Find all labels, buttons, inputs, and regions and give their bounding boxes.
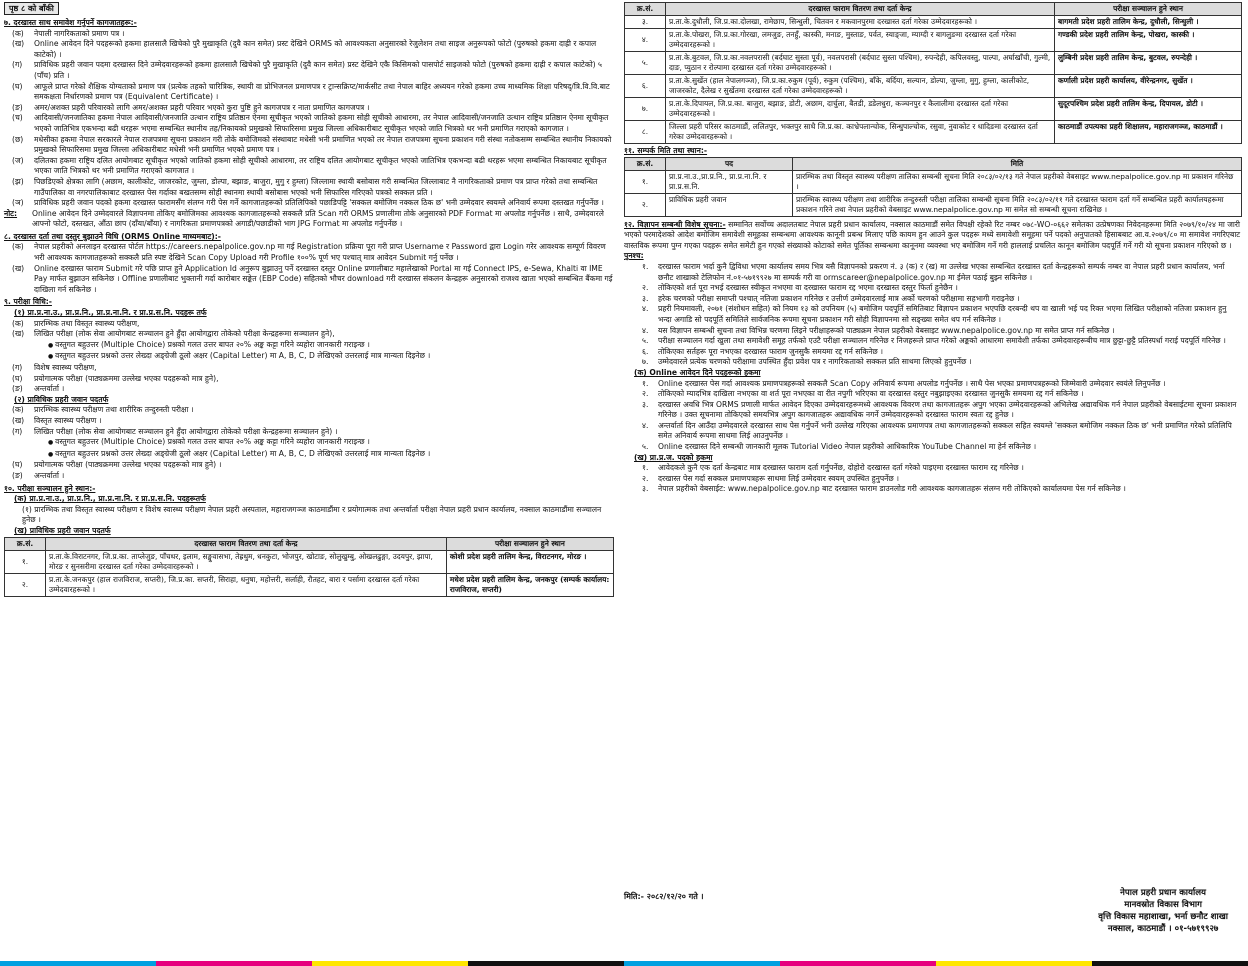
section-8-list <box>4 242 614 295</box>
list-item <box>12 242 614 263</box>
item-text: दरखास्त अवधि भित्र ORMS प्रणाली मार्फत आवेदन दिएका उम्मेदवारहरूमध्ये आवश्यक विवरण तथा कागजातहरू अपुग भएका उम्मेदवारहरूको अभिलेख अद्यावधिक गर्न नेपाल प्रहरीको वेबसाईटमा सूचना प्रकाशन गरिनेछ । उक्त सूचनामा तोकिएको समयभित्र अपुग कागजातहरू अद्यावधिक नगर्ने उम्मेदवारहरूको दरखास्त फाराम स्वतः रद्द हुनेछ । <box>658 399 1237 420</box>
item-label: (क) <box>12 28 24 38</box>
table-row <box>625 193 1242 216</box>
section-9-sub1-list2 <box>4 363 614 395</box>
column-header: परीक्षा सञ्चालन हुने स्थान <box>446 537 613 550</box>
exam-centre-table-left <box>4 537 614 597</box>
list-item <box>12 374 614 385</box>
section-12-intro: सम्मानित सर्वोच्च अदालतबाट नेपाल प्रहरी प्रधान कार्यालय, नक्साल काठमाडौं समेत विपक्षी रहेको रिट नम्बर ०७८-WO-०६६२ समेतका उत्प्रेषणका निवेदनहरूमा मिति २०७९/१०/२४ मा जारी भएको परमादेशको आदेश बमोजिम समावेशी समूहका सम्बन्धमा आवश्यक कानूनी प्रबन्ध मिलाए पछि कायम हुन आउने कुल पदहरू मध्ये समावेशी समूहमा पर्ने पदको अनुपातको हिसाबबाट आ.व.२०७९/८० मा समावेश नगरिएबाट वास्तविक रूपमा पुग्न गएका पदहरू समेत समेटी हुन गएको संख्याको कोटाको समेत पूर्तिका सम्बन्धमा कानूनमा व्यवस्था भए बमोजिम गर्ने गरी हाललाई प्रचलित कानून बमोजिम पदपूर्ति गर्ने गरी यो सूचना प्रकाशन गरिएको छ । <box>624 219 1241 250</box>
item-text: प्राविधिक प्रहरी जवान पदमा दरखास्त दिने उम्मेदवारहरूको हकमा हालसालै खिचेको पुरै मुखाकृति (दुवै कान समेत) प्रस्ट देखिने एकै किसिमको पासपोर्ट साइजको फोटो (पुरुषको हकमा दाह्री र कपाल काटेको) ५ (पाँच) प्रति । <box>34 60 602 80</box>
table-header-row <box>5 537 614 550</box>
column-header: परीक्षा सञ्चालन हुने स्थान <box>1055 3 1242 16</box>
section-12-heading: १२. विज्ञापन सम्बन्धी विशेष सूचना:- <box>624 219 726 229</box>
note-block <box>4 209 614 230</box>
color-swatch <box>468 961 624 966</box>
item-label: १. <box>642 261 649 271</box>
column-header: क्र.सं. <box>625 3 666 16</box>
item-text: अन्तर्वार्ता दिन आउँदा उम्मेदवारले दरखास्त साथ पेस गर्नुपर्ने भनी उल्लेख गरिएका आवश्यक प्रमाणपत्र तथा कागजातहरूको सक्कल सहित स्वयम्ले 'सक्कल बमोजिम नक्कल ठिक छ' भनी प्रमाणित गरेको प्रतिलिपि समेत अनिवार्य रूपमा साथमा लिई आउनुपर्नेछ । <box>658 420 1232 441</box>
table-cell: प्र.ता.के.बुटवल, जि.प्र.का.नवलपरासी (बर्दघाट सुस्ता पूर्व), नवलपरासी (बर्दघाट सुस्ता पश्चिम), रुपन्देही, कपिलवस्तु, पाल्पा, अर्घाखाँची, गुल्मी, दाङ, प्युठान र रोल्पामा दरखास्त दर्ता गरेका उम्मेदवारहरूको । <box>666 52 1055 75</box>
list-item <box>642 389 1242 400</box>
table-cell: सुदूरपश्चिम प्रदेश प्रहरी तालिम केन्द्र, दिपायल, डोटी । <box>1055 98 1242 121</box>
list-item <box>642 294 1242 305</box>
table-cell: बागमती प्रदेश प्रहरी तालिम केन्द्र, दुधौली, सिन्धुली । <box>1055 16 1242 29</box>
list-item <box>12 471 614 482</box>
item-text: आफूले प्राप्त गरेको शैक्षिक योग्यताको प्रमाण पत्र (प्रत्येक तहको चारित्रिक, स्थायी वा प्रोभिजनल प्रमाणपत्र र ट्रान्सक्रिप्ट/मार्कसीट तथा नेपाल बाहिर अध्ययन गरेको हकमा उच्च माध्यमिक शिक्षा परिषद्/त्रि.वि.वि.बाट समकक्षता निर्धारणको प्रमाण पत्र (Equivalent Certificate) । <box>34 81 610 102</box>
contact-date-table <box>624 157 1242 217</box>
list-item <box>642 262 1242 283</box>
table-cell: प्रा.प्र.ना.उ.,प्रा.प्र.नि., प्रा.प्र.ना.नि. र प्रा.प्र.स.नि. <box>666 170 793 193</box>
item-label: (ख) <box>12 329 25 339</box>
notice-page <box>4 2 1244 960</box>
list-item <box>12 60 614 81</box>
item-text: प्रयोगात्मक परीक्षा (पाठ्यक्रममा उल्लेख भएका पदहरूको मात्र हुने), <box>34 373 219 383</box>
item-label: ४. <box>642 325 649 335</box>
item-label: (झ) <box>12 176 24 186</box>
item-label: (ख) <box>12 263 25 273</box>
column-header: क्र.सं. <box>625 157 666 170</box>
color-swatch <box>0 961 156 966</box>
section-10-heading: १०. परीक्षा सञ्चालन हुने स्थान:- <box>4 483 96 493</box>
item-label: ३. <box>642 484 649 494</box>
item-text: मधेसीका हकमा नेपाल सरकारले नेपाल राजपत्रमा सूचना प्रकाशन गरी तोके बमोजिमको संस्थाबाट मधेसी भनी प्रमाणित भएको तर नेपाल राजपत्रमा सूचना प्रकाशन गरी संस्था नतोकसम्म सम्बन्धित स्थानीय निकायको प्रमुखको सिफारिसमा प्रमुख जिल्ला अधिकारीबाट मधेसी भनी प्रमाणित भएको प्रमाण पत्र । <box>34 134 612 155</box>
item-label: ३. <box>642 293 649 303</box>
table-row <box>625 98 1242 121</box>
note-label: नोट: <box>4 208 18 218</box>
signature-line: मानवस्रोत विकास विभाग <box>1124 900 1202 910</box>
list-item <box>642 336 1242 347</box>
table-cell: ३. <box>625 16 666 29</box>
item-text: उम्मेदवारले प्रत्येक चरणको परीक्षामा उपस्थित हुँदा प्रवेश पत्र र नागरिकताको सक्कल प्रति साथमा लिएको हुनुपर्नेछ । <box>658 357 972 367</box>
item-text: लिखित परीक्षा (लोक सेवा आयोगबाट सञ्चालन हुने हुँदा आयोगद्वारा तोकेको परीक्षा केन्द्रहरूमा सञ्चालन हुने) । <box>34 426 338 436</box>
exam-centre-table-right <box>624 2 1242 144</box>
print-color-bar <box>0 961 1248 966</box>
item-text: Online दरखास्त फाराम Submit गरे पछि प्राप्त हुने Application Id अनुरूप बुझाउनु पर्ने दरखास्त दस्तुर Online प्रणालीबाट महालेखाको Portal मा गई Connect IPS, e-Sewa, Khalti वा IME Pay मार्फत बुझाउन सकिनेछ । Offline प्रणालीबाट भुक्तानी गर्दा कारोबार सङ्केत (EBP Code) सहितको भौचर download गरी दरखास्त संकलन केन्द्रहरू अनुसारको राजश्व खाता भएको सम्बन्धित बैंकमा गई दाखिला गर्न सकिनेछ । <box>34 263 613 294</box>
column-header: पद <box>666 157 793 170</box>
item-label: (ञ) <box>12 198 24 208</box>
color-swatch <box>312 961 468 966</box>
item-text: यस विज्ञापन सम्बन्धी सूचना तथा विभिन्न चरणमा लिइने परीक्षाहरूको पाठ्यक्रम नेपाल प्रहरीको वेबसाइट www.nepalpolice.gov.np मा समेत प्राप्त गर्न सकिनेछ । <box>658 325 1115 335</box>
table-cell: ४. <box>625 29 666 52</box>
item-label: (ङ) <box>12 470 23 480</box>
item-text: हरेक चरणको परीक्षा समाप्ती पश्चात् नतिजा प्रकाशन गरिनेछ र उत्तीर्ण उम्मेदवारलाई मात्र अर्को चरणको परीक्षामा सहभागी गराइनेछ । <box>658 293 1020 303</box>
section-7-heading: ७. दरखास्त साथ समावेश गर्नुपर्ने कागजातहरू:- <box>4 18 137 27</box>
page-continuation-tab: पृष्ठ ८ को बाँकी <box>4 2 59 15</box>
table-cell: १. <box>625 170 666 193</box>
table-cell: २. <box>5 573 46 596</box>
item-text: विशेष स्वास्थ्य परीक्षण, <box>34 363 97 372</box>
item-text: प्रारम्भिक तथा विस्तृत स्वास्थ्य परीक्षण, <box>34 318 140 328</box>
column-header: दरखास्त फाराम वितरण तथा दर्ता केन्द्र <box>46 537 447 550</box>
table-cell: प्र.ता.के.पोखरा, जि.प्र.का.गोरखा, लमजुङ, तनहुँ, कास्की, मनाङ, मुस्ताङ, पर्वत, स्याङ्जा, म्याग्दी र बागलुङमा दरखास्त दर्ता गरेका उम्मेदवारहरूको । <box>666 29 1055 52</box>
item-text: Online आवेदन दिने पदहरूको हकमा हालसालै खिचेको पुरै मुखाकृति (दुवै कान समेत) प्रस्ट देखिने ORMS को आवश्यकता अनुसारको रेजुलेशन तथा साइज अनुरूपको फोटो (पुरुषको हकमा दाह्री र कपाल काटेको) । <box>34 39 597 59</box>
item-label: २. <box>642 389 649 399</box>
color-swatch <box>624 961 780 966</box>
item-label: ४. <box>642 304 649 314</box>
item-text: आदिवासी/जनजातिका हकमा नेपाल आदिवासी/जनजाति उत्थान राष्ट्रिय प्रतिष्ठान ऐनमा सूचीकृत भएको जातिको हकमा सोही सूचीको आधारमा, तर नेपाल आदिवासी/जनजाति उत्थान राष्ट्रिय प्रतिष्ठान ऐनमा सूचीकृत भएको जातिभित्र एकभन्दा बढी थरहरू भएमा सम्बन्धित स्थानीय तह/निकायको प्रमुखको सिफारिसमा प्रमुख जिल्ला अधिकारीबाट सूचीकृत भएको जाति भित्रको थर भनी प्रमाणित गराएको कागजात । <box>34 113 609 133</box>
section-9-sub1-list <box>4 319 614 340</box>
list-item <box>12 427 614 438</box>
section-9-sub1: (१) प्रा.प्र.ना.उ., प्रा.प्र.नि., प्रा.प्र.ना.नि. र प्रा.प्र.स.नि. पदहरू तर्फ <box>14 308 207 318</box>
right-column <box>624 2 1242 934</box>
online-list <box>624 379 1242 453</box>
item-label: १. <box>642 378 649 388</box>
item-label: (ग) <box>12 363 23 372</box>
list-item <box>642 379 1242 390</box>
list-item <box>642 463 1242 474</box>
table-cell: २. <box>625 193 666 216</box>
section-9-sub2-list2 <box>4 460 614 481</box>
table-row <box>625 52 1242 75</box>
section-9-sub2-list <box>4 405 614 437</box>
item-label: (ख) <box>12 39 25 49</box>
table-cell: १. <box>5 550 46 573</box>
item-label: ५. <box>642 442 649 452</box>
list-item <box>642 400 1242 421</box>
section-9-sub2: (२) प्राविधिक प्रहरी जवान पदतर्फ <box>14 394 109 404</box>
list-item <box>642 326 1242 337</box>
item-label: ३. <box>642 399 649 409</box>
item-label: (घ) <box>12 81 23 91</box>
table-cell: प्र.ता.के.सुर्खेत (हाल नेपालगञ्ज), जि.प्र.का.रुकुम (पूर्व), रुकुम (पश्चिम), बाँके, बर्दिया, सल्यान, डोल्पा, जुम्ला, मुगु, हुम्ला, कालीकोट, जाजरकोट, दैलेख र सुर्खेतमा दरखास्त दर्ता गरेका उम्मेदवारहरूको । <box>666 75 1055 98</box>
item-text: प्रहरी नियमावली, २०७१ (संशोधन सहित) को नियम १३ को उपनियम (५) बमोजिम पदपूर्ति समितिबाट विज्ञापन प्रकाशन भएपछि दरबन्दी थप वा खाली भई पद रिक्त भएमा लिखित परीक्षाको नतिजा प्रकाशन हुनु भन्दा अगाडि सो पदपूर्ति समितिले सार्वजनिक रूपमा सूचना प्रकाशन गरी सोही विज्ञापनमा सो सङ्ख्या समेत थप गर्न सकिनेछ । <box>658 304 1227 324</box>
table-row <box>625 29 1242 52</box>
item-text: अमर/अशक्त प्रहरी परिवारको लागि अमर/अशक्त प्रहरी परिवार भएको कुरा पुष्टि हुने कागजपत्र र नाता प्रमाणित कागजपत्र । <box>34 102 370 112</box>
item-text: नेपाली नागरिकताको प्रमाण पत्र । <box>34 28 125 38</box>
item-label: २. <box>642 283 649 293</box>
item-text: लिखित परीक्षा (लोक सेवा आयोगबाट सञ्चालन हुने हुँदा आयोगद्वारा तोकेको परीक्षा केन्द्रहरूमा सञ्चालन हुने), <box>34 329 335 339</box>
list-item <box>642 357 1242 368</box>
list-item <box>12 113 614 134</box>
list-item <box>12 29 614 40</box>
pj-list <box>624 463 1242 495</box>
list-item <box>12 460 614 471</box>
item-label: (क) <box>12 318 24 328</box>
item-label: २. <box>642 473 649 483</box>
table-cell: ७. <box>625 98 666 121</box>
special-notice-list <box>624 262 1242 368</box>
color-swatch <box>936 961 1092 966</box>
signature-line: नेपाल प्रहरी प्रधान कार्यालय <box>1120 888 1207 898</box>
table-cell: गण्डकी प्रदेश प्रहरी तालिम केन्द्र, पोखरा, कास्की । <box>1055 29 1242 52</box>
section-7-list <box>4 29 614 209</box>
table-row <box>625 75 1242 98</box>
item-label: १. <box>642 463 649 473</box>
item-text: तोकिएका सर्तहरू पूरा नभएका दरखास्त फाराम जुनसुकै समयमा रद्द गर्न सकिनेछ । <box>658 346 884 356</box>
table-cell: प्र.ता.के.दिपायल, जि.प्र.का. बाजुरा, बझाङ, डोटी, अछाम, दार्चुला, बैतडी, डडेलधुरा, कञ्चनपुर र कैलालीमा दरखास्त दर्ता गरेका उम्मेदवारहरूको । <box>666 98 1055 121</box>
color-swatch <box>156 961 312 966</box>
table-cell: प्र.ता.के.विराटनगर, जि.प्र.का. ताप्लेजुङ, पाँचथर, इलाम, सङ्खुवासभा, तेह्रथुम, धनकुटा, भोजपुर, खोटाङ, सोलुखुम्बु, ओखलढुङ्गा, उदयपुर, झापा, मोरङ र सुनसरीमा दरखास्त दर्ता गरेका उम्मेदवारहरूको । <box>46 550 447 573</box>
item-text: अन्तर्वार्ता । <box>34 470 65 480</box>
list-item <box>12 39 614 60</box>
table-body <box>625 16 1242 144</box>
item-text: अन्तर्वार्ता । <box>34 384 65 394</box>
table-header-row <box>625 157 1242 170</box>
table-cell: प्राविधिक प्रहरी जवान <box>666 193 793 216</box>
pj-heading: (ख) प्रा.प्र.ज. पदको हकमा <box>634 452 713 462</box>
item-text: Online दरखास्त पेस गर्दा आवश्यक प्रमाणपत्रहरूको सक्कलै Scan Copy अनिवार्य रूपमा अपलोड गर्नुपर्नेछ । साथै पेस भएका प्रमाणपत्रहरूको जिम्मेवारी उम्मेदवार स्वयंले लिनुपर्नेछ । <box>658 378 1166 388</box>
column-header: क्र.सं. <box>5 537 46 550</box>
column-header: दरखास्त फाराम वितरण तथा दर्ता केन्द्र <box>666 3 1055 16</box>
item-text: तोकिएको म्यादभित्र दाखिला नभएका वा शर्त पूरा नभएका वा रीत नपुगी भरिएका वा दरखास्त दस्तुर नबुझाइएका दरखास्त जुनसुकै समयमा रद्द गर्न सकिनेछ । <box>658 389 1084 399</box>
item-text: विस्तृत स्वास्थ्य परीक्षण । <box>34 415 102 425</box>
table-row <box>625 16 1242 29</box>
item-text: परीक्षा सञ्चालन गर्दा खुला तथा समावेशी समूह तर्फको एउटै परीक्षा सञ्चालन गरिनेछ र निजहरूले प्राप्त गरेको अङ्कको आधारमा समावेशी तर्फका उम्मेदवारहरूबीच मात्र छुट्टा-छुट्टै प्रतिस्पर्धा गराई पदपूर्ति गरिनेछ । <box>658 336 1226 346</box>
item-text: प्रयोगात्मक परीक्षा (पाठ्यक्रममा उल्लेख भएका पदहरूको मात्र हुने) । <box>34 460 222 470</box>
punashcha-label: पुनश्च: <box>624 251 644 261</box>
bullet-item: ● वस्तुगत बहुउत्तर (Multiple Choice) प्रश्नको गलत उत्तर बापत २०% अङ्क कट्टा गरिने व्यहोरा जानकारी गराइन्छ । <box>48 437 614 449</box>
item-text: नेपाल प्रहरीको वेबसाईट: www.nepalpolice.gov.np बाट दरखास्त फाराम डाउनलोड गरी आवश्यक कागजातहरू संलग्न गरी तोकिएको कार्यालयमा पेस गर्न सकिनेछ । <box>658 484 1126 494</box>
section-9-heading: ९. परीक्षा विधि:- <box>4 297 52 307</box>
list-item <box>12 319 614 330</box>
table-cell: प्र.ता.के.दुधौली, जि.प्र.का.दोलखा, रामेछाप, सिन्धुली, चितवन र मकवानपुरमा दरखास्त दर्ता गरेका उम्मेदवारहरूको । <box>666 16 1055 29</box>
list-item <box>12 177 614 198</box>
item-text: प्रारम्भिक स्वास्थ्य परीक्षण तथा शारीरिक तन्दुरुस्ती परीक्षा । <box>34 405 194 415</box>
bullet-item: ● वस्तुगत बहुउत्तर प्रश्नको उत्तर लेख्दा अङ्ग्रेजी ठूलो अक्षर (Capital Letter) मा A, B, C, D लेखिएको उत्तरलाई मात्र मान्यता दिइनेछ । <box>48 351 614 363</box>
table-body <box>625 170 1242 216</box>
section-10-sub-k-text: (१) प्रारम्भिक तथा विस्तृत स्वास्थ्य परीक्षण र विशेष स्वास्थ्य परीक्षण नेपाल प्रहरी अस्पताल, महाराजगञ्ज काठमाडौंमा र प्रयोगात्मक तथा अन्तर्वार्ता परीक्षा नेपाल प्रहरी प्रधान कार्यालय, नक्साल काठमाडौंमा सञ्चालन हुनेछ । <box>22 504 602 525</box>
section-8-heading: ८. दरखास्त दर्ता तथा दस्तुर बुझाउने विधि (ORMS Online माध्यमबाट):- <box>4 231 221 241</box>
table-cell: कर्णाली प्रदेश प्रहरी कार्यालय, वीरेन्द्रनगर, सुर्खेत । <box>1055 75 1242 98</box>
table-cell: प्रारम्भिक तथा विस्तृत स्वास्थ्य परीक्षण तालिका सम्बन्धी सूचना मिति २०८३/०२/१३ गते नेपाल प्रहरीको वेबसाइट www.nepalpolice.gov.np मा प्रकाशन गरिनेछ । <box>793 170 1242 193</box>
item-label: (ज) <box>12 155 24 165</box>
notice-date: मिति:- २०८२/१२/२० गते । <box>624 892 704 901</box>
list-item <box>12 329 614 340</box>
item-label: ७. <box>642 357 649 367</box>
item-label: (ङ) <box>12 102 23 112</box>
item-label: ४. <box>642 420 649 430</box>
item-text: दलितका हकमा राष्ट्रिय दलित आयोगबाट सूचीकृत भएको जातिको हकमा सोही सूचीको आधारमा, तर राष्ट्रिय दलित आयोगबाट सूचीकृत भएको जातिभित्र एकभन्दा बढी थरहरू भएमा सम्बन्धित निकायबाट सूचीकृत भएका जाति भित्रको थर भनी प्रमाणित गराएको कागजात । <box>34 155 607 176</box>
section-11-heading: ११. सम्पर्क मिति तथा स्थान:- <box>624 146 708 155</box>
list-item <box>12 103 614 114</box>
table-cell: लुम्बिनी प्रदेश प्रहरी तालिम केन्द्र, बुटवल, रुपन्देही । <box>1055 52 1242 75</box>
item-text: दरखास्त फाराम भर्दा कुनै द्विविधा भएमा कार्यालय समय भित्र यसै विज्ञापनको प्रकरण नं. ३ (क) र (ख) मा उल्लेख भएका सम्बन्धित दरखास्त दर्ता केन्द्रहरूको सम्पर्क नम्बर वा नेपाल प्रहरी प्रधान कार्यालय, भर्ना छनौट शाखाको टेलिफोन नं.०१-५७१९९२७ मा सम्पर्क गरी वा ormscareer@nepalpolice.gov.np मा ईमेल पठाई बुझ्न सकिनेछ । <box>658 261 1225 282</box>
table-row <box>625 121 1242 144</box>
bullet-item: ● वस्तुगत बहुउत्तर (Multiple Choice) प्रश्नको गलत उत्तर बापत २०% अङ्क कट्टा गरिने व्यहोरा जानकारी गराइन्छ । <box>48 340 614 352</box>
item-text: पिछडिएको क्षेत्रका लागि (अछाम, कालीकोट, जाजरकोट, जुम्ला, डोल्पा, बझाङ, बाजुरा, मुगु र हुम्ला) जिल्लामा स्थायी बसोबास गरी सम्बन्धित जिल्लाबाट नै नागरिकताको प्रमाण पत्र प्राप्त गरेको तथा सम्बन्धित गाउँपालिका वा नगरपालिकाबाट दरखास्त पेस गर्दाका बखतसम्म सोही स्थानमा स्थायी बसोबास भएको भनी सिफारिस गरिएको पत्रको सक्कल प्रति । <box>34 176 598 197</box>
item-label: ६. <box>642 346 649 356</box>
table-cell: प्रारम्भिक स्वास्थ्य परीक्षण तथा शारीरिक तन्दुरुस्ती परीक्षा तालिका सम्बन्धी सूचना मिति २०८३/०२/११ गते दरखास्त फाराम दर्ता गर्ने सम्बन्धित प्रहरी कार्यालयहरूमा प्रकाशन गरिने तथा नेपाल प्रहरीको वेबसाइट www.nepalpolice.gov.np मा समेत सो सम्बन्धी सूचना राखिनेछ । <box>793 193 1242 216</box>
list-item <box>12 264 614 296</box>
item-label: (क) <box>12 242 24 252</box>
list-item <box>12 82 614 103</box>
item-label: (ग) <box>12 426 23 436</box>
section-10-sub-kh: (ख) प्राविधिक प्रहरी जवान पदतर्फ <box>14 525 111 535</box>
list-item <box>642 421 1242 442</box>
list-item <box>12 135 614 156</box>
list-item <box>642 304 1242 325</box>
item-label: (ग) <box>12 60 23 70</box>
list-item <box>642 442 1242 453</box>
color-swatch <box>1092 961 1248 966</box>
list-item <box>12 416 614 427</box>
list-item <box>642 283 1242 294</box>
section-9-sub1-bullets <box>4 340 614 363</box>
signature-line: नक्साल, काठमाडौं । ०१-५७१९९२७ <box>1107 924 1219 934</box>
item-label: (क) <box>12 405 24 415</box>
table-cell: ६. <box>625 75 666 98</box>
table-cell: जिल्ला प्रहरी परिसर काठमाडौं, ललितपुर, भक्तपुर साथै जि.प्र.का. काभ्रेपलान्चोक, सिन्धुपाल्चोक, रसुवा, नुवाकोट र धादिङमा दरखास्त दर्ता गरेका उम्मेदवारहरूको । <box>666 121 1055 144</box>
list-item <box>642 347 1242 358</box>
table-row <box>625 170 1242 193</box>
color-swatch <box>780 961 936 966</box>
signature-block <box>1098 887 1228 935</box>
section-9-sub2-bullets <box>4 437 614 460</box>
section-12-block <box>624 220 1242 252</box>
table-cell: ५. <box>625 52 666 75</box>
item-text: आवेदकले कुनै एक दर्ता केन्द्रबाट मात्र दरखास्त फाराम दर्ता गर्नुपर्नेछ, दोहोरो दरखास्त दर्ता गरेको पाइएमा दरखास्त फाराम रद्द गरिनेछ । <box>658 463 1024 473</box>
item-label: ५. <box>642 336 649 346</box>
item-label: (ख) <box>12 415 25 425</box>
item-label: (ङ) <box>12 384 23 394</box>
section-10-sub-k: (क) प्रा.प्र.ना.उ., प्रा.प्र.नि., प्रा.प्र.ना.नि. र प्रा.प्र.स.नि. पदहरूतर्फ <box>14 494 206 504</box>
table-cell: ८. <box>625 121 666 144</box>
table-body <box>5 550 614 596</box>
list-item <box>12 384 614 395</box>
list-item <box>642 484 1242 495</box>
online-heading: (क) Online आवेदन दिने पदहरूको हकमा <box>634 367 761 377</box>
item-text: नेपाल प्रहरीको अनलाइन दरखास्त पोर्टल https://careers.nepalpolice.gov.np मा गई Registration प्रक्रिया पूरा गरी प्राप्त Username र Password द्वारा Login गरेर आवश्यक सम्पूर्ण विवरण भरी आवश्यक कागजातहरूको सक्कलै प्रति स्पष्ट देखिने Scan Copy Upload गरी Profile १००% पूर्ण भए पश्चात् मात्र आवेदन Submit गर्नु पर्नेछ । <box>34 242 606 263</box>
item-label: (घ) <box>12 460 23 470</box>
signature-line: वृत्ति विकास महाशाखा, भर्ना छनौट शाखा <box>1098 912 1228 922</box>
item-label: (घ) <box>12 373 23 383</box>
table-cell: प्र.ता.के.जनकपुर (हाल राजविराज, सप्तरी), जि.प्र.का. सप्तरी, सिराहा, धनुषा, महोत्तरी, सर्लाही, रौतहट, बारा र पर्सामा दरखास्त दर्ता गरेका उम्मेदवारहरूको । <box>46 573 447 596</box>
item-label: (छ) <box>12 134 24 144</box>
table-cell: मधेश प्रदेश प्रहरी तालिम केन्द्र, जनकपुर (सम्पर्क कार्यालय: राजविराज, सप्तरी) <box>446 573 613 596</box>
item-text: तोकिएको शर्त पूरा नभई दरखास्त स्वीकृत नभएमा वा दरखास्त फाराम रद्द भएमा दरखास्त दस्तुर फिर्ता हुनेछैन । <box>658 283 958 293</box>
item-text: दरखास्त पेस गर्दा सक्कल प्रमाणपत्रहरू साथमा लिई उम्मेदवार स्वयम् उपस्थित हुनुपर्नेछ । <box>658 473 900 483</box>
column-header: मिति <box>793 157 1242 170</box>
left-column <box>4 2 614 597</box>
item-text: प्राविधिक प्रहरी जवान पदको हकमा दरखास्त फारामसँग संलग्न गरी पेस गर्ने कागजातहरूको प्रतिलिपिको पछाडिपट्टि 'सक्कल बमोजिम नक्कल ठिक छ' भनी उम्मेदवार स्वयम्ले अनिवार्य रूपमा दस्तखत गर्नुपर्नेछ । <box>34 198 604 208</box>
item-label: (च) <box>12 113 23 123</box>
list-item <box>12 198 614 209</box>
table-row <box>5 573 614 596</box>
item-text: Online दरखास्त दिने सम्बन्धी जानकारी मूलक Tutorial Video नेपाल प्रहरीको आधिकारिक YouTube Channel मा हेर्न सकिनेछ । <box>658 442 1037 452</box>
list-item <box>12 363 614 374</box>
bullet-item: ● वस्तुगत बहुउत्तर प्रश्नको उत्तर लेख्दा अङ्ग्रेजी ठूलो अक्षर (Capital Letter) मा A, B, C, D लेखिएको उत्तरलाई मात्र मान्यता दिइनेछ । <box>48 449 614 461</box>
note-text: Online आवेदन दिने उम्मेदवारले विज्ञापनमा तोकिए बमोजिमका आवश्यक कागजातहरूको सक्कलै प्रति Scan गरी ORMS प्रणालीमा तोके अनुसारको PDF Format मा अपलोड गर्नुपर्नेछ । साथै, उम्मेदवारले आफ्नो फोटो, दस्तखत, औंठा छाप (दाँया/बाँया) र नागरिकता प्रमाणपत्रको अगाडी/पछाडीको भाग JPG Format मा अपलोड गर्नुपर्नेछ । <box>32 208 604 229</box>
table-cell: काठमाडौं उपत्यका प्रहरी शिक्षालय, महाराजगञ्ज, काठमाडौं । <box>1055 121 1242 144</box>
list-item <box>12 156 614 177</box>
table-cell: कोशी प्रदेश प्रहरी तालिम केन्द्र, विराटनगर, मोरङ । <box>446 550 613 573</box>
list-item <box>642 474 1242 485</box>
table-header-row <box>625 3 1242 16</box>
table-row <box>5 550 614 573</box>
list-item <box>12 405 614 416</box>
